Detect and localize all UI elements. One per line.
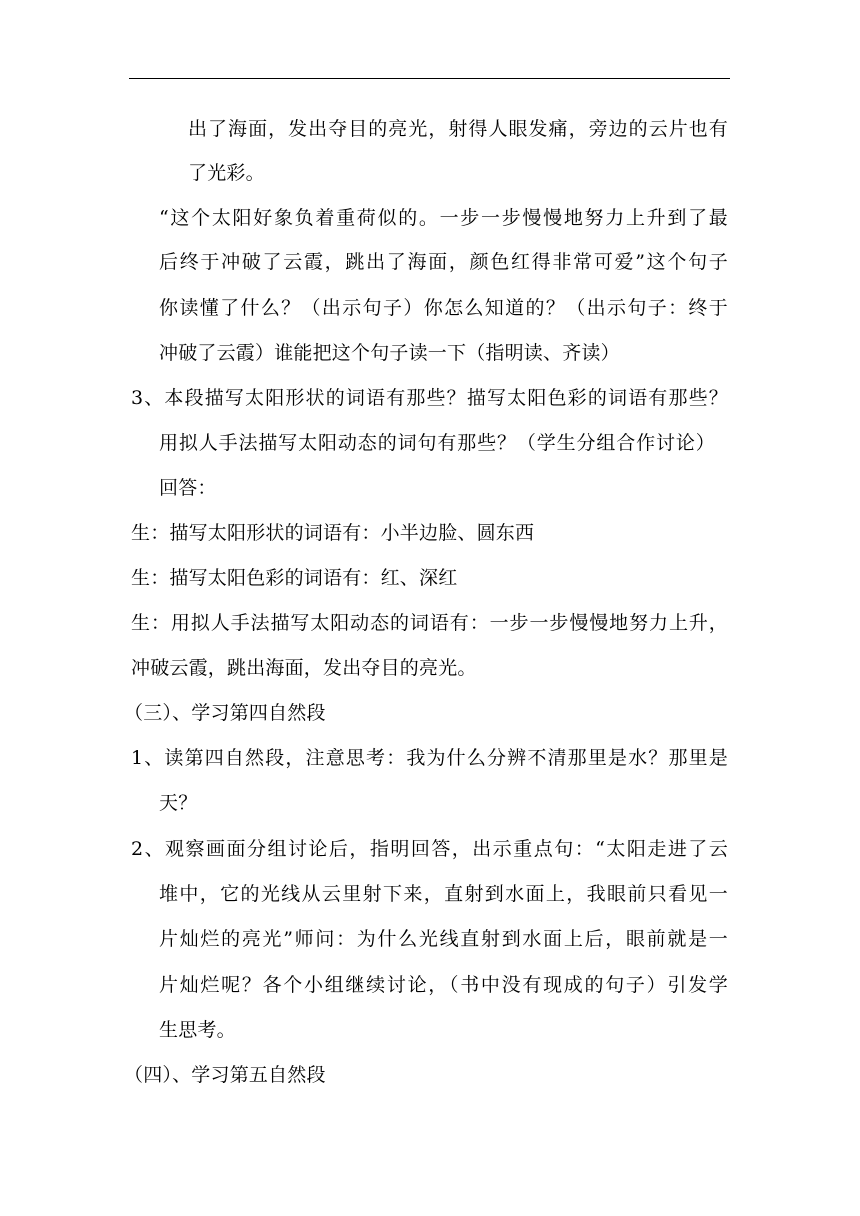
section-heading: （三）、学习第四自然段 [124, 702, 326, 724]
header-rule [129, 78, 730, 79]
text-line: 生：用拟人手法描写太阳动态的词语有：一步一步慢慢地努力上升， [131, 612, 728, 634]
text-line: 冲破了云霞）谁能把这个句子读一下（指明读、齐读） [159, 342, 620, 364]
text-line: 你读懂了什么？（出示句子）你怎么知道的？（出示句子：终于 [159, 297, 728, 319]
text-line: 天？ [159, 792, 198, 814]
text-line: 生：描写太阳色彩的词语有：红、深红 [131, 567, 458, 589]
text-line: 片灿烂呢？各个小组继续讨论，（书中没有现成的句子）引发学 [159, 974, 728, 996]
section-heading: （四）、学习第五自然段 [124, 1064, 326, 1086]
text-line: 堆中，它的光线从云里射下来，直射到水面上，我眼前只看见一 [159, 883, 728, 905]
text-line: 出了海面，发出夺目的亮光，射得人眼发痛，旁边的云片也有 [188, 118, 728, 140]
text-line: 生思考。 [159, 1019, 236, 1041]
text-line: 2、观察画面分组讨论后，指明回答，出示重点句：“太阳走进了云 [131, 838, 728, 860]
text-line: 回答： [159, 477, 217, 499]
text-line: 了光彩。 [188, 162, 265, 184]
text-line: 3、本段描写太阳形状的词语有那些？描写太阳色彩的词语有那些？ [131, 387, 728, 409]
text-line: 片灿烂的亮光”师问：为什么光线直射到水面上后，眼前就是一 [159, 928, 728, 950]
text-line: 1、读第四自然段，注意思考：我为什么分辨不清那里是水？那里是 [131, 747, 728, 769]
text-line: 生：描写太阳形状的词语有：小半边脸、圆东西 [131, 522, 535, 544]
text-line: 后终于冲破了云霞，跳出了海面，颜色红得非常可爱”这个句子 [159, 251, 728, 273]
text-line: 冲破云霞，跳出海面，发出夺目的亮光。 [131, 657, 477, 679]
text-line: “这个太阳好象负着重荷似的。一步一步慢慢地努力上升到了最 [159, 207, 728, 229]
text-line: 用拟人手法描写太阳动态的词句有那些？（学生分组合作讨论） [159, 432, 715, 454]
